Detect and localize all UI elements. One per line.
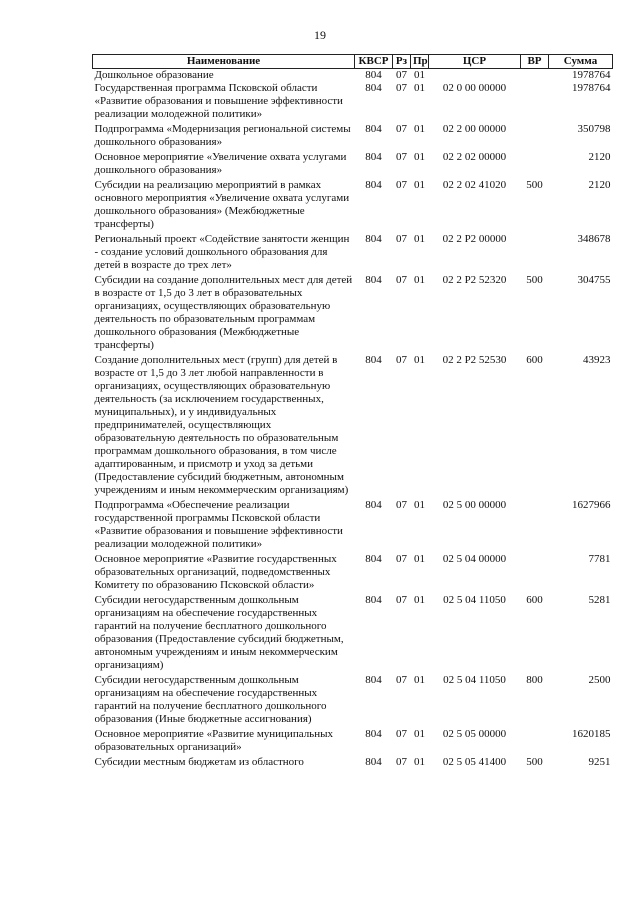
row-sum: 2120	[588, 151, 611, 163]
row-name: Подпрограмма «Обеспечение реализации государственной программы Псковской области «Развитие образования и повышение эффективности реализации молодежной политики»	[94, 499, 343, 550]
row-kvsr: 804	[365, 123, 382, 135]
row-name: Субсидии местным бюджетам из областного	[94, 756, 304, 768]
header-kvsr: КВСР	[355, 55, 393, 69]
row-pr: 01	[414, 728, 425, 740]
table-row	[93, 592, 613, 672]
row-csr: 02 0 00 00000	[442, 82, 507, 94]
row-rz: 07	[396, 151, 407, 163]
budget-table	[92, 54, 613, 769]
row-kvsr: 804	[365, 151, 382, 163]
row-vr	[521, 551, 549, 592]
row-vr: 600	[526, 354, 543, 366]
row-rz: 07	[396, 69, 407, 81]
row-rz: 07	[396, 82, 407, 94]
row-vr	[521, 726, 549, 754]
table-row	[93, 149, 613, 177]
row-kvsr: 804	[365, 179, 382, 191]
row-name: Субсидии негосударственным дошкольным организациям на обеспечение государственных гарантий на получение бесплатного дошкольного образования (Иные бюджетные ассигнования)	[94, 674, 327, 725]
row-csr	[429, 69, 521, 83]
table-row	[93, 726, 613, 754]
row-pr: 01	[414, 594, 425, 606]
row-sum: 348678	[577, 233, 611, 245]
row-sum: 1627966	[572, 499, 611, 511]
table-row	[93, 231, 613, 272]
row-vr	[521, 231, 549, 272]
row-name: Региональный проект «Содействие занятости женщин - создание условий дошкольного образования для детей в возрасте до трех лет»	[94, 233, 350, 271]
table-row	[93, 352, 613, 497]
row-kvsr: 804	[365, 756, 382, 768]
header-csr: ЦСР	[429, 55, 521, 69]
row-kvsr: 804	[365, 82, 382, 94]
row-rz: 07	[396, 123, 407, 135]
row-kvsr: 804	[365, 674, 382, 686]
row-csr: 02 2 02 41020	[442, 179, 507, 191]
table-row	[93, 754, 613, 769]
row-pr: 01	[414, 354, 425, 366]
row-name: Основное мероприятие «Развитие государственных образовательных организаций, подведомственных Комитету по образованию Псковской области»	[94, 553, 337, 591]
row-kvsr: 804	[365, 274, 382, 286]
row-vr: 600	[526, 594, 543, 606]
row-rz: 07	[396, 354, 407, 366]
row-sum: 304755	[577, 274, 611, 286]
row-csr: 02 5 00 00000	[442, 499, 507, 511]
row-csr: 02 2 02 00000	[442, 151, 507, 163]
row-pr: 01	[414, 674, 425, 686]
row-csr: 02 5 05 00000	[442, 728, 507, 740]
table-row	[93, 177, 613, 231]
row-name: Субсидии негосударственным дошкольным организациям на обеспечение государственных гарантий на получение бесплатного дошкольного образования (Предоставление субсидий бюджетным, автономным учреждениям и иным некоммерческим организациям)	[94, 594, 344, 671]
table-row	[93, 121, 613, 149]
row-kvsr: 804	[365, 728, 382, 740]
row-name: Субсидии на создание дополнительных мест для детей в возрасте от 1,5 до 3 лет в образовательных организациях, осуществляющих образовательную деятельность по образовательным программам дошкольного образования (Межбюджетные трансферты)	[94, 274, 353, 351]
table-row	[93, 551, 613, 592]
row-sum: 2500	[588, 674, 611, 686]
row-sum: 1978764	[572, 82, 611, 94]
row-rz: 07	[396, 233, 407, 245]
row-name: Основное мероприятие «Развитие муниципальных образовательных организаций»	[94, 728, 333, 753]
row-csr: 02 5 04 00000	[442, 553, 507, 565]
row-kvsr: 804	[365, 69, 382, 81]
row-pr: 01	[414, 756, 425, 768]
table-row	[93, 69, 613, 83]
row-pr: 01	[414, 82, 425, 94]
row-csr: 02 5 04 11050	[443, 594, 506, 606]
table-row	[93, 497, 613, 551]
row-vr: 500	[526, 179, 543, 191]
row-rz: 07	[396, 274, 407, 286]
row-csr: 02 2 P2 52530	[442, 354, 507, 366]
header-rz: Рз	[393, 55, 411, 69]
row-name: Дошкольное образование	[94, 69, 214, 81]
row-vr	[521, 497, 549, 551]
row-pr: 01	[414, 553, 425, 565]
row-pr: 01	[414, 499, 425, 511]
row-csr: 02 5 05 41400	[442, 756, 507, 768]
row-sum: 2120	[588, 179, 611, 191]
header-vr: ВР	[521, 55, 549, 69]
row-kvsr: 804	[365, 354, 382, 366]
row-vr: 500	[526, 756, 543, 768]
row-name: Подпрограмма «Модернизация региональной системы дошкольного образования»	[94, 123, 351, 148]
row-vr	[521, 149, 549, 177]
table-row	[93, 672, 613, 726]
header-pr: Пр	[411, 55, 429, 69]
row-sum: 43923	[583, 354, 611, 366]
page-number: 19	[314, 28, 326, 42]
row-kvsr: 804	[365, 233, 382, 245]
row-name: Создание дополнительных мест (групп) для детей в возрасте от 1,5 до 3 лет любой направленности в организациях, осуществляющих образовательную деятельность (за исключением государственных, муниципальных), и у индивидуальных предпринимателей, осуществляющих образовательную деятельность по образовательным программам дошкольного образования, в том числе адаптированным, и присмотр и уход за детьми (Предоставление субсидий бюджетным, автономным учреждениям и иным некоммерческим организациям)	[94, 354, 349, 496]
table-body	[93, 69, 613, 770]
row-csr: 02 2 P2 00000	[442, 233, 507, 245]
row-sum: 7781	[588, 553, 611, 565]
row-sum: 5281	[588, 594, 611, 606]
row-sum: 9251	[588, 756, 611, 768]
row-name: Государственная программа Псковской области «Развитие образования и повышение эффективности реализации молодежной политики»	[94, 82, 343, 120]
row-rz: 07	[396, 674, 407, 686]
row-rz: 07	[396, 179, 407, 191]
row-rz: 07	[396, 553, 407, 565]
row-sum: 1620185	[572, 728, 611, 740]
row-name: Основное мероприятие «Увеличение охвата услугами дошкольного образования»	[94, 151, 347, 176]
row-kvsr: 804	[365, 553, 382, 565]
row-csr: 02 2 00 00000	[442, 123, 507, 135]
row-kvsr: 804	[365, 594, 382, 606]
row-vr	[521, 82, 549, 121]
row-pr: 01	[414, 179, 425, 191]
row-vr: 800	[526, 674, 543, 686]
row-rz: 07	[396, 756, 407, 768]
row-pr: 01	[414, 123, 425, 135]
row-csr: 02 5 04 11050	[443, 674, 506, 686]
row-vr	[521, 69, 549, 83]
row-rz: 07	[396, 594, 407, 606]
row-rz: 07	[396, 499, 407, 511]
header-name: Наименование	[93, 55, 355, 69]
row-sum: 350798	[577, 123, 611, 135]
row-sum: 1978764	[572, 69, 611, 81]
row-csr: 02 2 P2 52320	[442, 274, 507, 286]
table-row	[93, 82, 613, 121]
row-vr	[521, 121, 549, 149]
header-sum: Сумма	[549, 55, 613, 69]
table-header	[93, 55, 613, 69]
row-pr: 01	[414, 151, 425, 163]
row-name: Субсидии на реализацию мероприятий в рамках основного мероприятия «Увеличение охвата услугами дошкольного образования» (Межбюджетные трансферты)	[94, 179, 350, 230]
row-pr: 01	[414, 233, 425, 245]
row-rz: 07	[396, 728, 407, 740]
row-kvsr: 804	[365, 499, 382, 511]
row-pr: 01	[414, 69, 425, 81]
row-pr: 01	[414, 274, 425, 286]
row-vr: 500	[526, 274, 543, 286]
table-row	[93, 272, 613, 352]
